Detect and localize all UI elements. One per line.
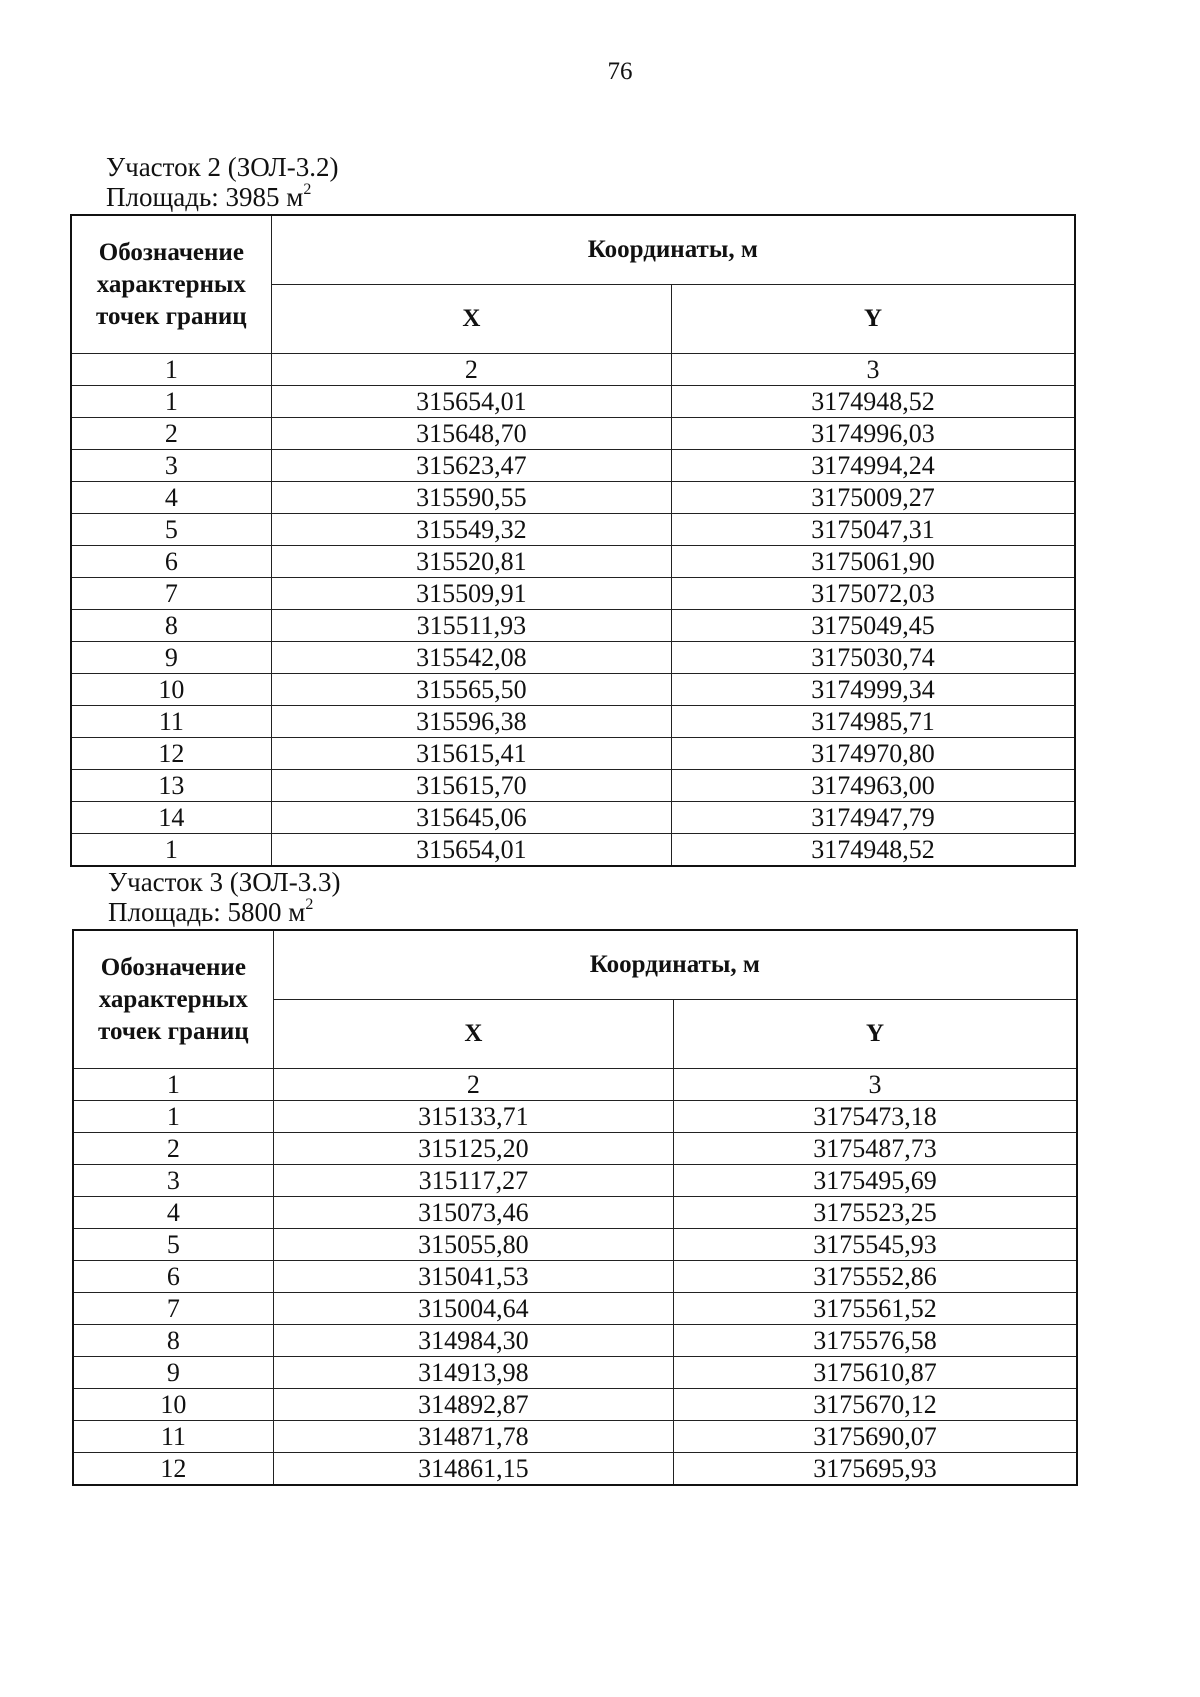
point-number-cell: 3 [71,450,271,482]
x-coordinate-cell: 315645,06 [271,802,671,834]
point-number-cell: 8 [71,610,271,642]
table-row [71,482,1075,514]
x-coordinate-cell: 314871,78 [273,1421,673,1453]
table-row [73,1293,1077,1325]
y-coordinate-cell: 3175009,27 [672,482,1075,514]
x-coordinate-cell: 315590,55 [271,482,671,514]
point-number-cell: 4 [71,482,271,514]
x-coordinate-cell: 315654,01 [271,386,671,418]
column-number-row [73,1069,1077,1101]
point-number-cell: 1 [71,834,271,867]
header-point-designation: Обозначение характерных точек границ [73,930,273,1069]
point-number-cell: 3 [73,1165,273,1197]
table-row [73,1101,1077,1133]
point-number-cell: 2 [71,418,271,450]
column-number: 2 [271,354,671,386]
table-row [73,1453,1077,1486]
y-coordinate-cell: 3175047,31 [672,514,1075,546]
table-body [71,354,1075,867]
y-coordinate-cell: 3175495,69 [674,1165,1077,1197]
header-point-designation: Обозначение характерных точек границ [71,215,271,354]
table-row [73,1133,1077,1165]
y-coordinate-cell: 3174948,52 [672,386,1075,418]
point-number-cell: 8 [73,1325,273,1357]
y-coordinate-cell: 3175030,74 [672,642,1075,674]
table-row [71,674,1075,706]
point-number-cell: 12 [73,1453,273,1486]
table-body [73,1069,1077,1486]
point-number-cell: 10 [73,1389,273,1421]
table-row [73,1197,1077,1229]
x-coordinate-cell: 315549,32 [271,514,671,546]
point-number-cell: 12 [71,738,271,770]
table-row [71,770,1075,802]
table-row [71,578,1075,610]
x-coordinate-cell: 315623,47 [271,450,671,482]
x-coordinate-cell: 315654,01 [271,834,671,867]
point-number-cell: 14 [71,802,271,834]
point-number-cell: 2 [73,1133,273,1165]
table-row [71,834,1075,867]
coordinates-table [72,929,1078,1486]
y-coordinate-cell: 3175610,87 [674,1357,1077,1389]
x-coordinate-cell: 314892,87 [273,1389,673,1421]
section-plot-2 [70,152,1076,867]
y-coordinate-cell: 3175545,93 [674,1229,1077,1261]
table-row [73,1357,1077,1389]
table-row [71,802,1075,834]
table-row [73,1421,1077,1453]
y-coordinate-cell: 3174999,34 [672,674,1075,706]
header-coordinates: Координаты, м [273,930,1077,1000]
point-number-cell: 4 [73,1197,273,1229]
y-coordinate-cell: 3175695,93 [674,1453,1077,1486]
x-coordinate-cell: 315596,38 [271,706,671,738]
table-row [73,1261,1077,1293]
table-row [71,514,1075,546]
x-coordinate-cell: 315073,46 [273,1197,673,1229]
point-number-cell: 11 [71,706,271,738]
x-coordinate-cell: 315520,81 [271,546,671,578]
section-area [108,897,1078,927]
area-superscript: 2 [305,896,314,913]
section-plot-3 [72,867,1078,1486]
y-coordinate-cell: 3175049,45 [672,610,1075,642]
x-coordinate-cell: 315615,41 [271,738,671,770]
x-coordinate-cell: 314984,30 [273,1325,673,1357]
x-coordinate-cell: 315041,53 [273,1261,673,1293]
x-coordinate-cell: 315648,70 [271,418,671,450]
x-coordinate-cell: 315004,64 [273,1293,673,1325]
page-number: 76 [607,58,633,85]
y-coordinate-cell: 3175670,12 [674,1389,1077,1421]
x-coordinate-cell: 315117,27 [273,1165,673,1197]
y-coordinate-cell: 3175061,90 [672,546,1075,578]
y-coordinate-cell: 3174970,80 [672,738,1075,770]
column-number: 3 [672,354,1075,386]
x-coordinate-cell: 315133,71 [273,1101,673,1133]
x-coordinate-cell: 315542,08 [271,642,671,674]
point-number-cell: 1 [71,386,271,418]
x-coordinate-cell: 315055,80 [273,1229,673,1261]
point-number-cell: 1 [73,1101,273,1133]
table-row [71,738,1075,770]
y-coordinate-cell: 3175561,52 [674,1293,1077,1325]
table-row [71,418,1075,450]
y-coordinate-cell: 3175487,73 [674,1133,1077,1165]
y-coordinate-cell: 3174985,71 [672,706,1075,738]
y-coordinate-cell: 3175473,18 [674,1101,1077,1133]
y-coordinate-cell: 3175523,25 [674,1197,1077,1229]
point-number-cell: 5 [73,1229,273,1261]
point-number-cell: 11 [73,1421,273,1453]
column-number-row [71,354,1075,386]
table-row [71,642,1075,674]
point-number-cell: 6 [73,1261,273,1293]
y-coordinate-cell: 3174948,52 [672,834,1075,867]
header-y: Y [674,1000,1077,1069]
x-coordinate-cell: 314861,15 [273,1453,673,1486]
y-coordinate-cell: 3175072,03 [672,578,1075,610]
point-number-cell: 9 [73,1357,273,1389]
x-coordinate-cell: 315565,50 [271,674,671,706]
table-row [71,706,1075,738]
y-coordinate-cell: 3175576,58 [674,1325,1077,1357]
table-row [73,1325,1077,1357]
column-number: 1 [71,354,271,386]
table-row [71,386,1075,418]
header-y: Y [672,285,1075,354]
header-x: X [273,1000,673,1069]
point-number-cell: 7 [73,1293,273,1325]
x-coordinate-cell: 314913,98 [273,1357,673,1389]
point-number-cell: 10 [71,674,271,706]
area-superscript: 2 [303,181,312,198]
x-coordinate-cell: 315509,91 [271,578,671,610]
point-number-cell: 13 [71,770,271,802]
table-row [71,546,1075,578]
table-row [73,1165,1077,1197]
column-number: 2 [273,1069,673,1101]
y-coordinate-cell: 3174947,79 [672,802,1075,834]
header-x: X [271,285,671,354]
area-label: Площадь: 5800 м [108,897,306,927]
area-label: Площадь: 3985 м [106,182,304,212]
x-coordinate-cell: 315615,70 [271,770,671,802]
y-coordinate-cell: 3175690,07 [674,1421,1077,1453]
x-coordinate-cell: 315511,93 [271,610,671,642]
column-number: 1 [73,1069,273,1101]
table-row [71,610,1075,642]
y-coordinate-cell: 3174963,00 [672,770,1075,802]
column-number: 3 [674,1069,1077,1101]
section-area [106,182,1076,212]
section-title: Участок 2 (ЗОЛ-3.2) [106,152,339,182]
section-title: Участок 3 (ЗОЛ-3.3) [108,867,341,897]
y-coordinate-cell: 3175552,86 [674,1261,1077,1293]
point-number-cell: 5 [71,514,271,546]
y-coordinate-cell: 3174996,03 [672,418,1075,450]
table-row [73,1389,1077,1421]
point-number-cell: 9 [71,642,271,674]
header-coordinates: Координаты, м [271,215,1075,285]
point-number-cell: 6 [71,546,271,578]
y-coordinate-cell: 3174994,24 [672,450,1075,482]
point-number-cell: 7 [71,578,271,610]
x-coordinate-cell: 315125,20 [273,1133,673,1165]
table-row [73,1229,1077,1261]
coordinates-table [70,214,1076,867]
table-row [71,450,1075,482]
